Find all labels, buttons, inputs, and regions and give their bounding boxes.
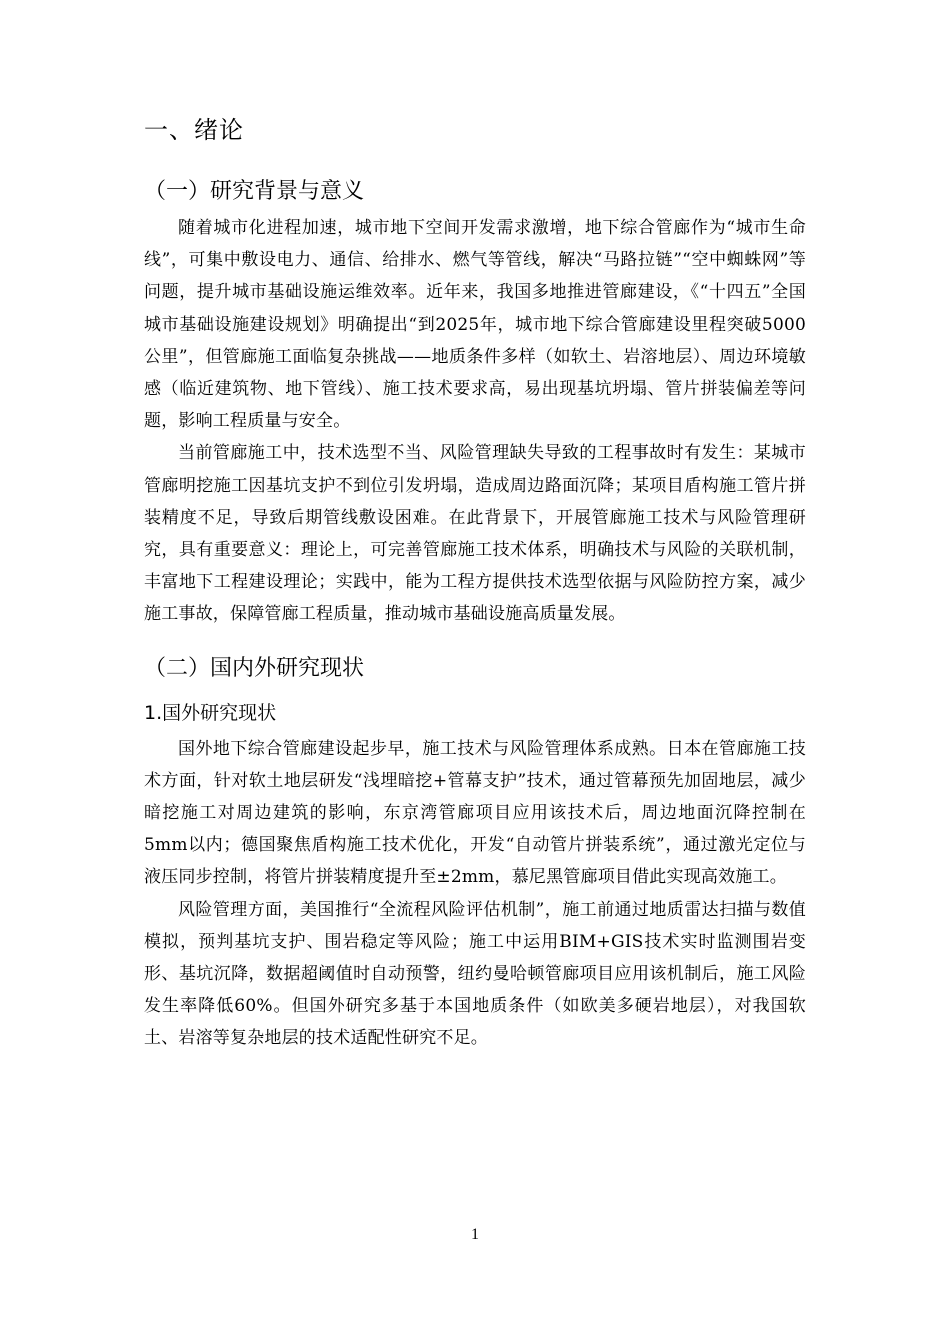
paragraph-background-1: 随着城市化进程加速，城市地下空间开发需求激增，地下综合管廊作为“城市生命线”，可集中敷设电力、通信、给排水、燃气等管线，解决“马路拉链”“空中蜘蛛网”等问题，提升城市基础设施运维效率。近年来，我国多地推进管廊建设，《“十四五”全国城市基础设施建设规划》明确提出“到2025年，城市地下综合管廊建设里程突破5000公里”，但管廊施工面临复杂挑战——地质条件多样（如软土、岩溶地层）、周边环境敏感（临近建筑物、地下管线）、施工技术要求高，易出现基坑坍塌、管片拼装偏差等问题，影响工程质量与安全。 <box>144 218 806 432</box>
section-title-background: （一）研究背景与意义 <box>144 179 365 204</box>
paragraph-foreign-research-2: 风险管理方面，美国推行“全流程风险评估机制”，施工前通过地质雷达扫描与数值模拟，预判基坑支护、围岩稳定等风险；施工中运用BIM+GIS技术实时监测围岩变形、基坑沉降，数据超阈值时自动预警，纽约曼哈顿管廊项目应用该机制后，施工风险发生率降低60%。但国外研究多基于本国地质条件（如欧美多硬岩地层），对我国软土、岩溶等复杂地层的技术适配性研究不足。 <box>144 899 806 1049</box>
paragraph-background-2: 当前管廊施工中，技术选型不当、风险管理缺失导致的工程事故时有发生：某城市管廊明挖施工因基坑支护不到位引发坍塌，造成周边路面沉降；某项目盾构施工管片拼装精度不足，导致后期管线敷设困难。在此背景下，开展管廊施工技术与风险管理研究，具有重要意义：理论上，可完善管廊施工技术体系，明确技术与风险的关联机制，丰富地下工程建设理论；实践中，能为工程方提供技术选型依据与风险防控方案，减少施工事故，保障管廊工程质量，推动城市基础设施高质量发展。 <box>144 443 806 625</box>
page-content <box>144 110 806 1055</box>
paragraph-foreign-research-1: 国外地下综合管廊建设起步早，施工技术与风险管理体系成熟。日本在管廊施工技术方面，针对软土地层研发“浅埋暗挖+管幕支护”技术，通过管幕预先加固地层，减少暗挖施工对周边建筑的影响，东京湾管廊项目应用该技术后，周边地面沉降控制在5mm以内；德国聚焦盾构施工技术优化，开发“自动管片拼装系统”，通过激光定位与液压同步控制，将管片拼装精度提升至±2mm，慕尼黑管廊项目借此实现高效施工。 <box>144 738 806 888</box>
subsection-title-foreign-research: 1.国外研究现状 <box>144 701 277 724</box>
chapter-title: 一、绪论 <box>144 116 244 144</box>
page-number: 1 <box>471 1226 479 1243</box>
section-title-research-status: （二）国内外研究现状 <box>144 655 365 681</box>
